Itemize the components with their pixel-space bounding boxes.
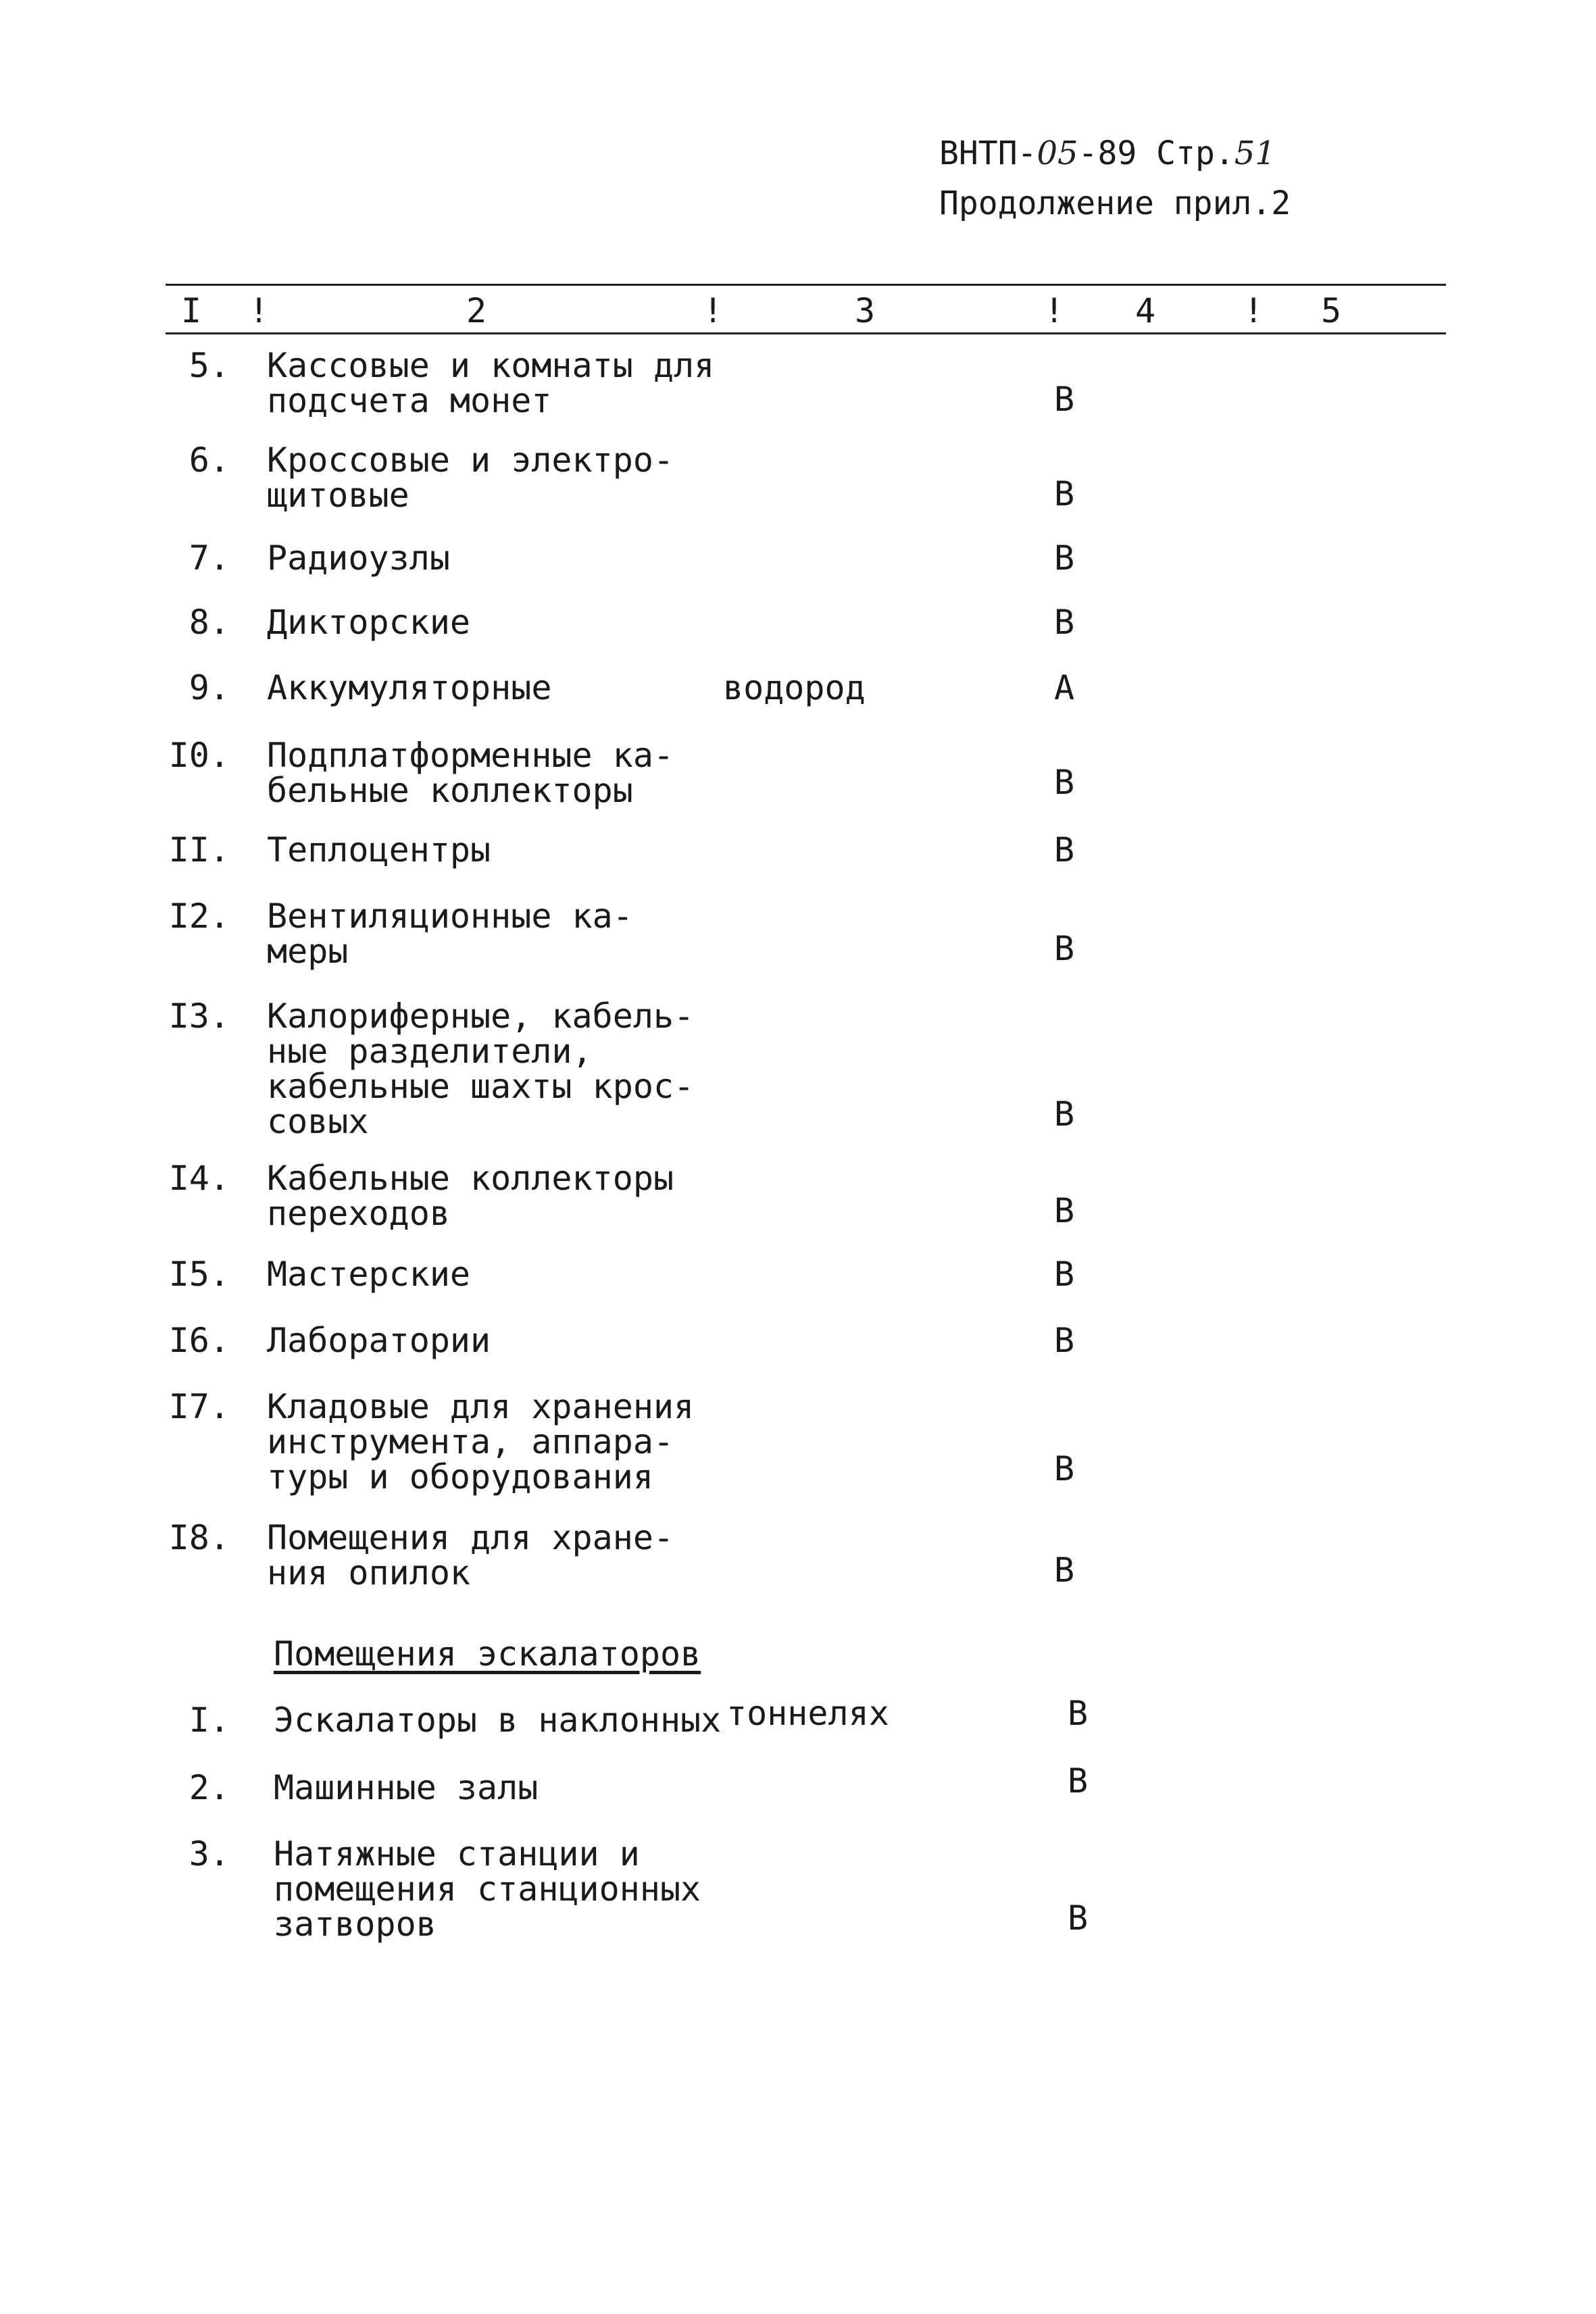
room-name: Кассовые и комнаты для подсчета монет — [267, 346, 715, 420]
column-separator: ! — [1243, 291, 1264, 330]
row-number: I6. — [168, 1321, 230, 1360]
row-number: I5. — [168, 1255, 230, 1294]
room-name: Кабельные коллекторы переходов — [267, 1159, 674, 1233]
row-number: I7. — [168, 1387, 230, 1426]
room-name: Кладовые для хранения инструмента, аппара- туры и оборудования — [267, 1387, 695, 1496]
room-name: Подплатформенные ка- бельные коллекторы — [267, 736, 674, 810]
row-number: I2. — [168, 897, 230, 936]
row-number: 6. — [189, 441, 230, 480]
category-value: В — [1068, 1898, 1089, 1938]
row-number: 3. — [189, 1834, 230, 1873]
row-number: 5. — [189, 346, 230, 385]
category-value: В — [1054, 830, 1075, 870]
row-number: I8. — [168, 1518, 230, 1557]
column-header-4: 4 — [1135, 291, 1156, 330]
category-value: В — [1054, 763, 1075, 802]
category-value: В — [1054, 1321, 1075, 1360]
doc-suffix: -89 Стр. — [1078, 134, 1235, 172]
column-separator: ! — [1044, 291, 1065, 330]
room-name: Мастерские — [267, 1255, 471, 1294]
category-value: В — [1054, 474, 1075, 513]
category-value: В — [1068, 1694, 1089, 1733]
row-number: I3. — [168, 997, 230, 1036]
category-value: В — [1068, 1761, 1089, 1801]
column-header-1: I — [181, 291, 202, 330]
row-number: 8. — [189, 603, 230, 642]
room-name: Теплоцентры — [267, 830, 491, 870]
category-value: В — [1054, 603, 1075, 642]
room-name: Дикторские — [267, 603, 471, 642]
doc-number-handwritten: 05 — [1037, 134, 1078, 172]
room-name: Натяжные станции и помещения станционных затворов — [274, 1834, 701, 1944]
room-name: Кроссовые и электро- щитовые — [267, 441, 674, 515]
room-name: Помещения для хране- ния опилок — [267, 1518, 674, 1592]
appendix-continuation: Продолжение прил.2 — [939, 184, 1291, 222]
room-name: Аккумуляторные — [267, 668, 552, 707]
category-value: В — [1054, 929, 1075, 968]
category-value: А — [1054, 668, 1075, 707]
table-header-rule — [166, 332, 1446, 334]
category-value: В — [1054, 1449, 1075, 1488]
room-name: Машинные залы — [274, 1768, 539, 1807]
category-value: В — [1054, 380, 1075, 419]
category-value: В — [1054, 1551, 1075, 1590]
doc-prefix: ВНТП- — [939, 134, 1037, 172]
table-top-rule — [166, 284, 1446, 286]
location-continuation: тоннелях — [726, 1694, 889, 1733]
page-header — [939, 128, 1291, 228]
room-name: Лаборатории — [267, 1321, 491, 1360]
category-value: В — [1054, 538, 1075, 578]
row-number: 7. — [189, 538, 230, 578]
room-name: Вентиляционные ка- меры — [267, 897, 633, 971]
page-number-handwritten: 51 — [1234, 134, 1276, 172]
row-number: II. — [168, 830, 230, 870]
category-value: В — [1054, 1191, 1075, 1230]
row-number: 9. — [189, 668, 230, 707]
hazardous-substance: водород — [723, 668, 866, 707]
row-number: I0. — [168, 736, 230, 775]
category-value: В — [1054, 1255, 1075, 1294]
room-name: Эскалаторы в наклонных — [274, 1701, 722, 1740]
room-name: Радиоузлы — [267, 538, 450, 578]
column-separator: ! — [249, 291, 270, 330]
column-header-5: 5 — [1321, 291, 1342, 330]
column-separator: ! — [703, 291, 724, 330]
category-value: В — [1054, 1095, 1075, 1134]
column-header-2: 2 — [466, 291, 487, 330]
doc-code-line — [939, 128, 1291, 178]
row-number: 2. — [189, 1768, 230, 1807]
room-name: Калориферные, кабель- ные разделители, кабельные шахты крос- совых — [267, 997, 695, 1141]
column-header-3: 3 — [855, 291, 876, 330]
row-number: I4. — [168, 1159, 230, 1198]
section-title: Помещения эскалаторов — [274, 1634, 701, 1674]
row-number: I. — [189, 1701, 230, 1740]
